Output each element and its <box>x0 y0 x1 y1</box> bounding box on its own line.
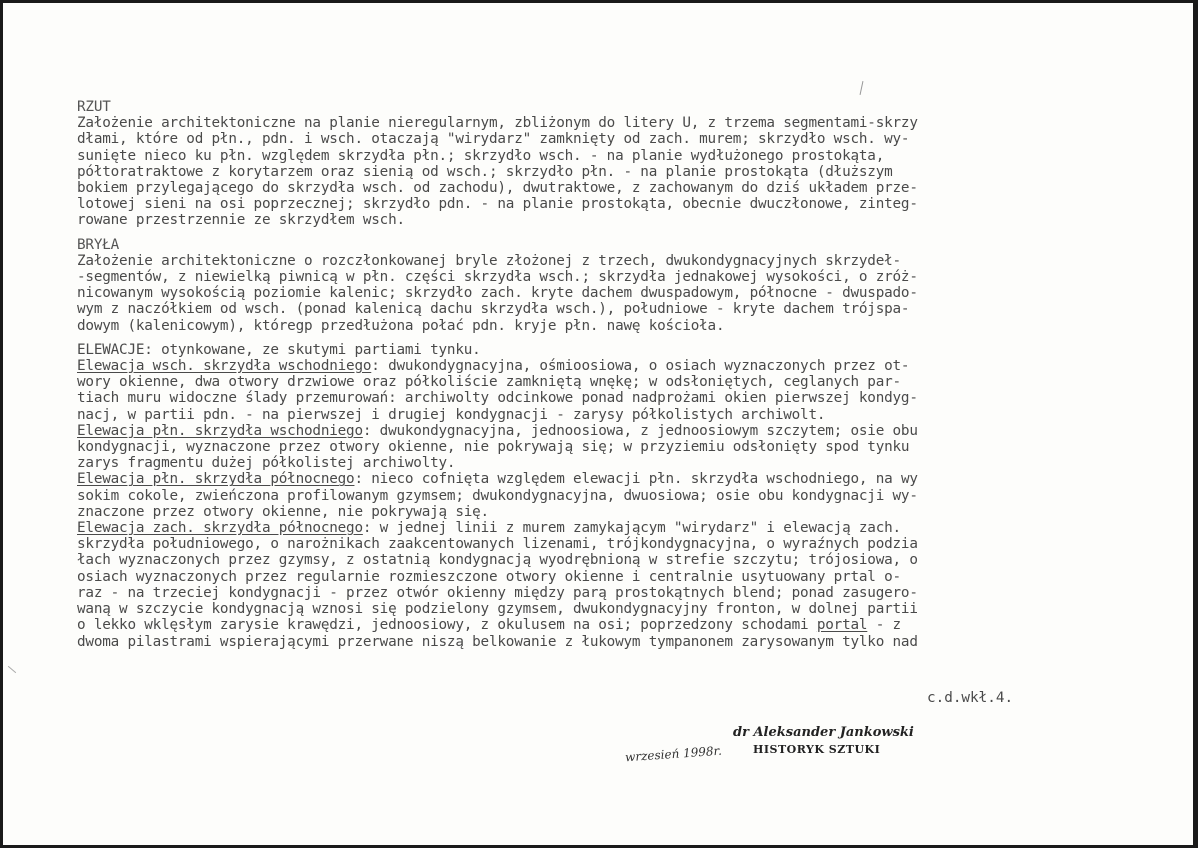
text-line <box>77 536 1137 552</box>
text-segment: : dwukondygnacyjna, jednoosiowa, z jednoosiowym szczytem; osie obu <box>362 422 918 439</box>
text-segment: waną w szczycie kondygnacją wznosi się podzielony gzymsem, dwukondygnacyjny fronton, w dolnej partii <box>77 601 918 618</box>
text-segment: dłami, które od płn., pdn. i wsch. otaczają "wirydarz" zamknięty od zach. murem; skrzydło wsch. wy- <box>77 131 910 148</box>
text-segment: nacj, w partii pdn. - na pierwszej i drugiej kondygnacji - zarysy półkolistych archiwolt. <box>77 406 826 423</box>
text-line <box>77 423 1137 439</box>
text-line <box>77 148 1137 164</box>
section-heading: BRYŁA <box>77 236 120 253</box>
page-mark <box>860 81 864 95</box>
text-segment: dowym (kalenicowym), któregp przedłużona połać pdn. kryje płn. nawę kościoła. <box>77 317 725 334</box>
text-line <box>77 180 1137 196</box>
text-segment: sunięte nieco ku płn. względem skrzydła płn.; skrzydło wsch. - na planie wydłużonego prostokąta, <box>77 147 885 164</box>
text-line <box>77 552 1137 568</box>
text-line <box>77 131 1137 147</box>
text-line <box>77 374 1137 390</box>
underlined-subheading: Elewacja płn. skrzydła wschodniego <box>77 422 363 439</box>
text-segment: półtoratraktowe z korytarzem oraz sienią od wsch.; skrzydło płn. - na planie prostokąta (dłuższym <box>77 163 893 180</box>
text-line <box>77 390 1137 406</box>
text-segment: zarys fragmentu dużej półkolistej archiwolty. <box>77 455 456 472</box>
text-segment: wory okienne, dwa otwory drzwiowe oraz półkoliście zamkniętą wnękę; w odsłoniętych, ceglanych par- <box>77 374 901 391</box>
paragraph-gap <box>77 334 1137 342</box>
text-line <box>77 115 1137 131</box>
text-line <box>77 471 1137 487</box>
text-segment: nicowanym wysokością poziomie kalenic; skrzydło zach. kryte dachem dwuspadowym, północne - dwuspado- <box>77 285 918 302</box>
text-line <box>77 318 1137 334</box>
text-line <box>77 253 1137 269</box>
text-segment: : dwukondygnacyjna, ośmioosiowa, o osiach wyznaczonych przez ot- <box>371 358 910 375</box>
text-line <box>77 269 1137 285</box>
paragraph-gap <box>77 229 1137 237</box>
text-segment: Założenie architektoniczne o rozczłonkowanej bryle złożonej z trzech, dwukondygnacyjnych skrzydeł- <box>77 252 901 269</box>
text-segment: znaczone przez otwory okienne, nie pokrywają się. <box>77 503 489 520</box>
text-line <box>77 342 1137 358</box>
page-mark <box>8 666 16 673</box>
text-line <box>77 455 1137 471</box>
continuation-note: c.d.wkł.4. <box>927 690 1014 706</box>
text-segment: osiach wyznaczonych przez regularnie rozmieszczone otwory okienne i centralnie usytuowany prtal o- <box>77 568 901 585</box>
text-segment: tiach muru widoczne ślady przemurowań: archiwolty odcinkowe ponad nadprożami okien pierwszej kondyg- <box>77 390 918 407</box>
text-segment: o lekko wklęsłym zarysie krawędzi, jednoosiowy, z okulusem na osi; poprzedzony schodami <box>77 617 817 634</box>
text-segment: skrzydła południowego, o narożnikach zaakcentowanych lizenami, trójkondygnacyjna, o wyraźnych podzia <box>77 536 918 553</box>
underlined-subheading: Elewacja wsch. skrzydła wschodniego <box>77 358 372 375</box>
text-segment: ELEWACJE: otynkowane, ze skutymi partiami tynku. <box>77 341 481 358</box>
text-segment: bokiem przylegającego do skrzydła wsch. od zachodu), dwutraktowe, z zachowanym do dziś układem prze- <box>77 180 918 197</box>
text-segment: raz - na trzeciej kondygnacji - przez otwór okienny między parą prostokątnych blend; ponad zasugero- <box>77 584 918 601</box>
text-line <box>77 358 1137 374</box>
text-line <box>77 164 1137 180</box>
document-page <box>3 3 1193 845</box>
text-line <box>77 569 1137 585</box>
text-line <box>77 301 1137 317</box>
text-line <box>77 439 1137 455</box>
text-segment: dwoma pilastrami wspierającymi przerwane niszą belkowanie z łukowym tympanonem zarysowanym tylko nad <box>77 633 918 650</box>
text-line <box>77 617 1137 633</box>
author-signature: dr Aleksander Jankowski <box>733 725 914 740</box>
text-line <box>77 634 1137 650</box>
text-line <box>77 285 1137 301</box>
text-line <box>77 407 1137 423</box>
text-segment: : nieco cofnięta względem elewacji płn. skrzydła wschodniego, na wy <box>354 471 918 488</box>
underlined-subheading: Elewacja zach. skrzydła północnego <box>77 520 363 537</box>
text-segment: -segmentów, z niewielką piwnicą w płn. części skrzydła wsch.; skrzydła jednakowej wysokości, o zróż- <box>77 269 918 286</box>
text-segment: : w jednej linii z murem zamykającym "wirydarz" i elewacją zach. <box>362 520 901 537</box>
text-line <box>77 196 1137 212</box>
text-segment: rowane przestrzennie ze skrzydłem wsch. <box>77 212 405 229</box>
text-segment: lotowej sieni na osi poprzecznej; skrzydło pdn. - na planie prostokąta, obecnie dwuczłonowe, zinteg- <box>77 196 918 213</box>
underlined-subheading: portal <box>816 617 868 634</box>
text-segment: łach wyznaczonych przez gzymsy, z ostatnią kondygnacją wyodrębnioną w strefie szczytu; trójosiowa, o <box>77 552 918 569</box>
text-line <box>77 601 1137 617</box>
document-body <box>77 99 1137 650</box>
author-title-stamp: HISTORYK SZTUKI <box>753 743 881 756</box>
section-heading: RZUT <box>77 99 111 115</box>
text-line <box>77 504 1137 520</box>
text-line <box>77 585 1137 601</box>
text-line <box>77 520 1137 536</box>
text-segment: kondygnacji, wyznaczone przez otwory okienne, nie pokrywają się; w przyziemiu odsłonięty spod tynku <box>77 439 910 456</box>
text-line <box>77 488 1137 504</box>
text-line <box>77 212 1137 228</box>
text-segment: - z <box>867 617 901 634</box>
underlined-subheading: Elewacja płn. skrzydła północnego <box>77 471 355 488</box>
text-segment: sokim cokole, zwieńczona profilowanym gzymsem; dwukondygnacyjna, dwuosiowa; osie obu kondygnacji wy- <box>77 487 918 504</box>
text-segment: Założenie architektoniczne na planie nieregularnym, zbliżonym do litery U, z trzema segmentami-skrzy <box>77 115 918 132</box>
handwritten-date: wrzesień 1998r. <box>624 743 723 765</box>
text-segment: wym z naczółkiem od wsch. (ponad kalenicą dachu skrzydła wsch.), południowe - kryte dachem trójspa- <box>77 301 910 318</box>
